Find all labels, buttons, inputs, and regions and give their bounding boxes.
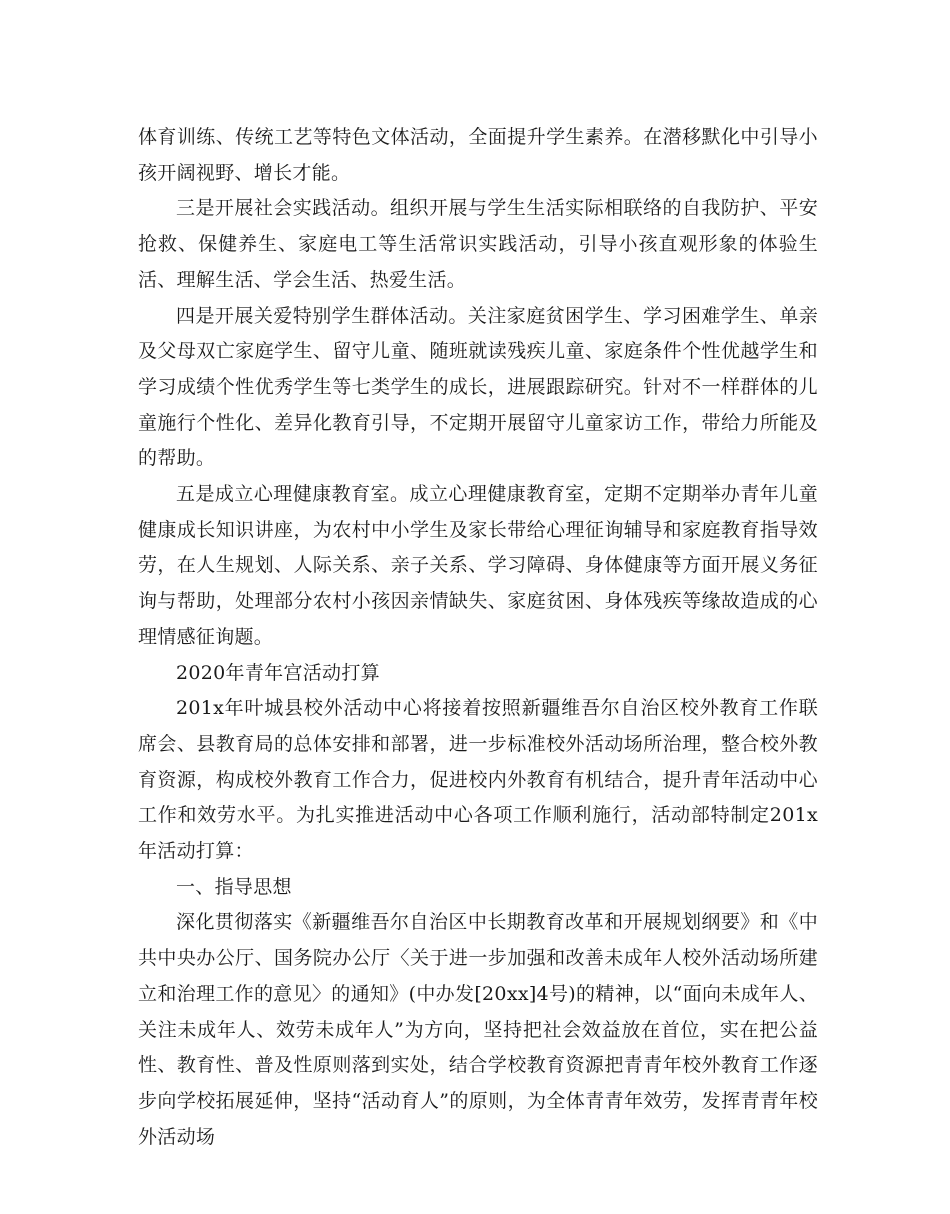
paragraph: 体育训练、传统工艺等特色文体活动，全面提升学生素养。在潜移默化中引导小孩开阔视野、增长才能。 xyxy=(138,126,818,184)
section-title: 2020年青年宫活动打算 xyxy=(176,661,380,684)
paragraph: 三是开展社会实践活动。组织开展与学生生活实际相联络的自我防护、平安抢救、保健养生、家庭电工等生活常识实践活动，引导小孩直观形象的体验生活、理解生活、学会生活、热爱生活。 xyxy=(138,197,818,291)
paragraph: 201x年叶城县校外活动中心将接着按照新疆维吾尔自治区校外教育工作联席会、县教育局的总体安排和部署，进一步标准校外活动场所治理，整合校外教育资源，构成校外教育工作合力，促进校内外教育有机结合，提升青年活动中心工作和效劳水平。为扎实推进活动中心各项工作顺利施行，活动部特制定201x年活动打算： xyxy=(138,697,818,863)
paragraph: 五是成立心理健康教育室。成立心理健康教育室，定期不定期举办青年儿童健康成长知识讲座，为农村中小学生及家长带给心理征询辅导和家庭教育指导效劳，在人生规划、人际关系、亲子关系、学习障碍、身体健康等方面开展义务征询与帮助，处理部分农村小孩因亲情缺失、家庭贫困、身体残疾等缘故造成的心理情感征询题。 xyxy=(138,483,818,648)
section-heading: 一、指导思想 xyxy=(176,875,292,898)
document-body xyxy=(138,120,818,1155)
paragraph: 深化贯彻落实《新疆维吾尔自治区中长期教育改革和开展规划纲要》和《中共中央办公厅、国务院办公厅〈关于进一步加强和改善未成年人校外活动场所建立和治理工作的意见〉的通知》(中办发[20xx]4号)的精神，以“面向未成年人、关注未成年人、效劳未成年人”为方向，坚持把社会效益放在首位，实在把公益性、教育性、普及性原则落到实处，结合学校教育资源把青青年校外教育工作逐步向学校拓展延伸，坚持“活动育人”的原则，为全体青青年效劳，发挥青青年校外活动场 xyxy=(138,911,818,1148)
paragraph: 四是开展关爱特别学生群体活动。关注家庭贫困学生、学习困难学生、单亲及父母双亡家庭学生、留守儿童、随班就读残疾儿童、家庭条件个性优越学生和学习成绩个性优秀学生等七类学生的成长，进展跟踪研究。针对不一样群体的儿童施行个性化、差异化教育引导，不定期开展留守儿童家访工作，带给力所能及的帮助。 xyxy=(138,304,818,470)
